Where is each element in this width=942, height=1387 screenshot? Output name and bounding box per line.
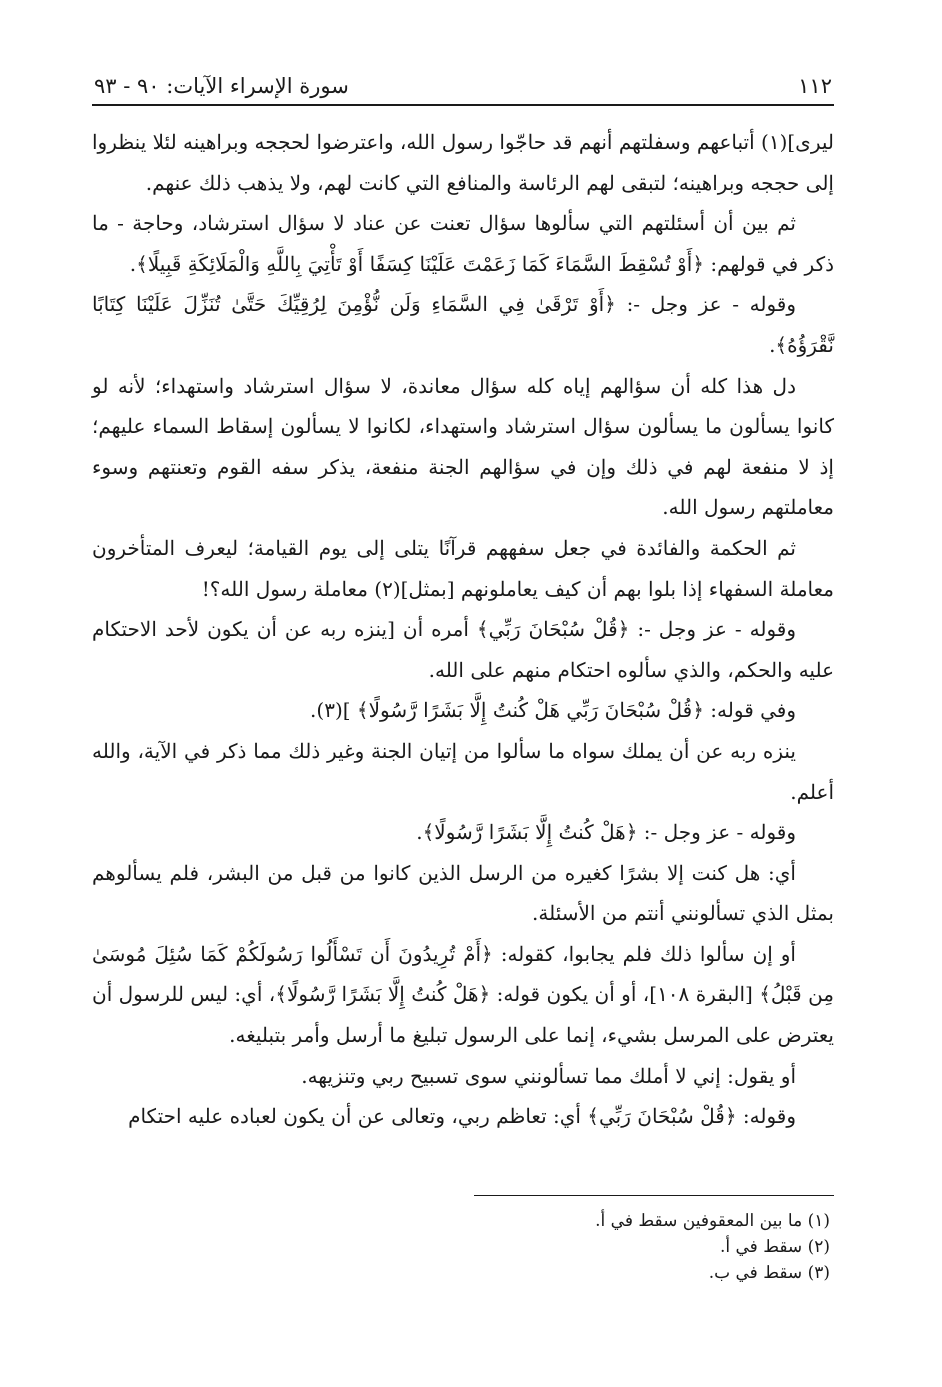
paragraph: ينزه ربه عن أن يملك سواه ما سألوا من إتيان الجنة وغير ذلك مما ذكر في الآية، والله أعلم. bbox=[92, 738, 834, 804]
paragraph: أو يقول: إني لا أملك مما تسألونني سوى تسبيح ربي وتنزيهه. bbox=[301, 1063, 796, 1088]
paragraph: ليرى](١) أتباعهم وسفلتهم أنهم قد حاجّوا رسول الله، واعترضوا لحججه وبراهينه لئلا ينظروا إلى حججه وبراهينه؛ لتبقى لهم الرئاسة والمنافع التي كانت لهم، ولا يذهب ذلك عنهم. bbox=[92, 130, 834, 195]
paragraph: وفي قوله: ﴿قُلْ سُبْحَانَ رَبِّي هَلْ كُنتُ إِلَّا بَشَرًا رَّسُولًا﴾ ](٣). bbox=[310, 698, 796, 723]
paragraph: وقوله - عز وجل -: ﴿قُلْ سُبْحَانَ رَبِّي﴾ أمره أن [ينزه ربه عن أن يكون لأحد الاحتكام عليه والحكم، والذي سألوه احتكام منهم على الله. bbox=[92, 617, 834, 682]
paragraph: أو إن سألوا ذلك فلم يجابوا، كقوله: ﴿أَمْ تُرِيدُونَ أَن تَسْأَلُوا رَسُولَكُمْ كَمَا سُئِلَ مُوسَىٰ مِن قَبْلُ﴾ [البقرة ١٠٨]، أو أن يكون قوله: ﴿هَلْ كُنتُ إِلَّا بَشَرًا رَّسُولًا﴾، أي: ليس للرسول أن يعترض على المرسل بشيء، إنما على الرسول تبليغ ما أرسل وأمر بتبليغه. bbox=[92, 941, 835, 1048]
running-title: سورة الإسراء الآيات: ٩٠ - ٩٣ bbox=[94, 74, 349, 98]
footnote: (٣) سقط في ب. bbox=[708, 1263, 830, 1283]
paragraph: وقوله - عز وجل -: ﴿أَوْ تَرْقَىٰ فِي السَّمَاءِ وَلَن نُّؤْمِنَ لِرُقِيِّكَ حَتَّىٰ تُنَزِّلَ عَلَيْنَا كِتَابًا نَّقْرَؤُهُ﴾. bbox=[92, 292, 834, 357]
paragraph: أي: هل كنت إلا بشرًا كغيره من الرسل الذين كانوا من قبل من البشر، فلم يسألوهم بمثل الذي تسألونني أنتم من الأسئلة. bbox=[92, 860, 834, 926]
footnote: (١) ما بين المعقوفين سقط في أ. bbox=[595, 1211, 830, 1231]
footnote: (٢) سقط في أ. bbox=[719, 1237, 830, 1257]
paragraph: ثم الحكمة والفائدة في جعل سفههم قرآنًا يتلى إلى يوم القيامة؛ ليعرف المتأخرون معاملة السفهاء إذا بلوا بهم أن كيف يعاملونهم [بمثل](٢) معاملة رسول الله؟! bbox=[92, 535, 834, 601]
page-header bbox=[92, 62, 834, 106]
paragraph: وقوله: ﴿قُلْ سُبْحَانَ رَبِّي﴾ أي: تعاظم ربي، وتعالى عن أن يكون لعباده عليه احتكام bbox=[128, 1104, 796, 1129]
page-number: ١١٢ bbox=[798, 74, 832, 98]
paragraph: دل هذا كله أن سؤالهم إياه كله سؤال معاندة، لا سؤال استرشاد واستهداء؛ لأنه لو كانوا يسألون ما يسألون سؤال استرشاد واستهداء، لكانوا لا يسألون إسقاط السماء عليهم؛ إذ لا منفعة لهم في ذلك وإن في سؤالهم الجنة منفعة، يذكر سفه القوم وتعنتهم وسوء معاملتهم رسول الله. bbox=[92, 373, 834, 520]
paragraph: ثم بين أن أسئلتهم التي سألوها سؤال تعنت عن عناد لا سؤال استرشاد، وحاجة - ما ذكر في قولهم: ﴿أَوْ تُسْقِطَ السَّمَاءَ كَمَا زَعَمْتَ عَلَيْنَا كِسَفًا أَوْ تَأْتِيَ بِاللَّهِ وَالْمَلَائِكَةِ قَبِيلًا﴾. bbox=[92, 211, 834, 276]
body-text bbox=[92, 122, 834, 1137]
footnotes bbox=[474, 1195, 834, 1286]
paragraph: وقوله - عز وجل -: ﴿هَلْ كُنتُ إِلَّا بَشَرًا رَّسُولًا﴾. bbox=[416, 820, 796, 845]
